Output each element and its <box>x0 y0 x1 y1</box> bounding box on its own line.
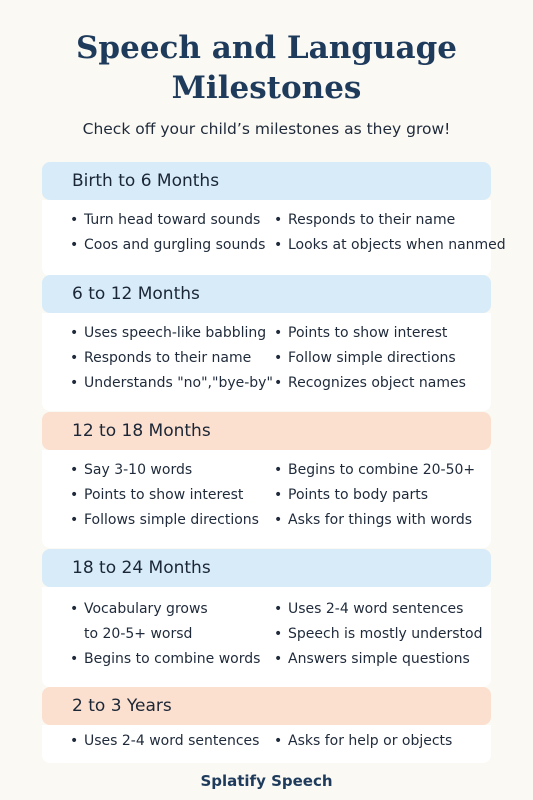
page-subtitle: Check off your child’s milestones as they grow! <box>82 120 451 138</box>
milestone-item <box>70 371 273 396</box>
milestone-text: Vocabulary grows <box>84 601 208 617</box>
bullet-icon: • <box>274 651 283 667</box>
milestone-item <box>274 597 488 622</box>
milestone-item <box>274 647 488 672</box>
milestone-item <box>70 233 270 258</box>
milestone-column-left <box>70 597 270 672</box>
section-6-to-12-months <box>42 275 491 411</box>
milestone-item <box>274 483 488 508</box>
brand-footer: Splatify Speech <box>200 772 333 790</box>
milestone-text: Points to show interest <box>288 325 448 341</box>
milestone-text: Responds to their name <box>84 350 252 366</box>
bullet-icon: • <box>274 375 283 391</box>
section-header: 18 to 24 Months <box>42 549 491 587</box>
bullet-icon: • <box>274 487 283 503</box>
milestone-column-right <box>274 597 488 672</box>
title-line-2: Milestones <box>171 70 362 106</box>
bullet-icon: • <box>70 733 79 749</box>
bullet-icon: • <box>70 651 79 667</box>
milestone-text: to 20-5+ worsd <box>84 626 193 642</box>
bullet-icon: • <box>70 325 79 341</box>
bullet-icon: • <box>274 325 283 341</box>
milestone-item <box>70 729 270 754</box>
title-line-1: Speech and Language <box>76 30 457 66</box>
bullet-icon: • <box>70 462 79 478</box>
bullet-icon: • <box>70 601 79 617</box>
milestone-column-left <box>70 321 273 396</box>
milestone-item <box>274 458 488 483</box>
milestone-item <box>274 622 488 647</box>
milestone-text: Follow simple directions <box>288 350 456 366</box>
section-header: 6 to 12 Months <box>42 275 491 313</box>
milestone-text: Recognizes object names <box>288 375 466 391</box>
milestone-text: Uses 2-4 word sentences <box>84 733 260 749</box>
milestone-item <box>70 647 270 672</box>
section-body <box>42 200 506 276</box>
milestone-text: Begins to combine words <box>84 651 261 667</box>
milestone-column-left <box>70 458 270 533</box>
milestone-text: Asks for help or objects <box>288 733 453 749</box>
milestone-text: Answers simple questions <box>288 651 470 667</box>
milestone-item <box>274 208 488 233</box>
bullet-icon: • <box>274 462 283 478</box>
milestone-item <box>274 729 488 754</box>
bullet-icon: • <box>70 512 79 528</box>
milestone-text: Uses 2-4 word sentences <box>288 601 464 617</box>
milestone-text: Points to show interest <box>84 487 244 503</box>
section-birth-to-6-months <box>42 162 506 276</box>
milestone-column-right <box>274 208 506 258</box>
milestone-text: Speech is mostly understod <box>288 626 483 642</box>
milestone-column-right <box>274 729 488 754</box>
page-title <box>0 28 533 108</box>
bullet-icon: • <box>70 350 79 366</box>
milestone-item <box>274 371 488 396</box>
bullet-icon: • <box>274 601 283 617</box>
section-header: 2 to 3 Years <box>42 687 491 725</box>
section-body <box>42 725 491 763</box>
milestone-text: Begins to combine 20-50+ <box>288 462 476 478</box>
milestone-item <box>70 597 270 622</box>
milestone-text: Say 3-10 words <box>84 462 193 478</box>
milestone-item <box>70 458 270 483</box>
section-18-to-24-months <box>42 549 491 687</box>
section-12-to-18-months <box>42 412 491 548</box>
section-body <box>42 313 491 411</box>
milestone-text: Points to body parts <box>288 487 429 503</box>
bullet-icon: • <box>274 350 283 366</box>
milestone-item <box>70 508 270 533</box>
bullet-icon: • <box>274 512 283 528</box>
milestone-text: Asks for things with words <box>288 512 473 528</box>
milestone-item <box>274 233 506 258</box>
bullet-icon: • <box>70 375 79 391</box>
milestone-column-left <box>70 729 270 754</box>
milestone-item <box>274 346 488 371</box>
milestone-text: Understands "no","bye-by" <box>84 375 273 391</box>
milestone-column-right <box>274 458 488 533</box>
milestone-item-continuation <box>70 622 270 647</box>
bullet-icon: • <box>70 212 79 228</box>
section-header: Birth to 6 Months <box>42 162 491 200</box>
section-header: 12 to 18 Months <box>42 412 491 450</box>
milestone-text: Responds to their name <box>288 212 456 228</box>
milestone-column-right <box>274 321 488 396</box>
bullet-icon: • <box>70 487 79 503</box>
bullet-icon: • <box>274 626 283 642</box>
milestone-item <box>274 508 488 533</box>
section-2-to-3-years <box>42 687 491 763</box>
milestone-item <box>274 321 488 346</box>
milestone-item <box>70 346 270 371</box>
milestone-text: Turn head toward sounds <box>84 212 261 228</box>
bullet-icon: • <box>70 237 79 253</box>
section-body <box>42 587 491 687</box>
milestone-text: Coos and gurgling sounds <box>84 237 266 253</box>
milestone-item <box>70 321 270 346</box>
milestone-text: Follows simple directions <box>84 512 259 528</box>
section-body <box>42 450 491 548</box>
milestone-item <box>70 483 270 508</box>
bullet-icon: • <box>274 212 283 228</box>
bullet-icon: • <box>274 733 283 749</box>
milestone-text: Looks at objects when nanmed <box>288 237 506 253</box>
milestone-text: Uses speech-like babbling <box>84 325 267 341</box>
milestone-item <box>70 208 270 233</box>
bullet-icon: • <box>274 237 283 253</box>
milestone-column-left <box>70 208 270 258</box>
